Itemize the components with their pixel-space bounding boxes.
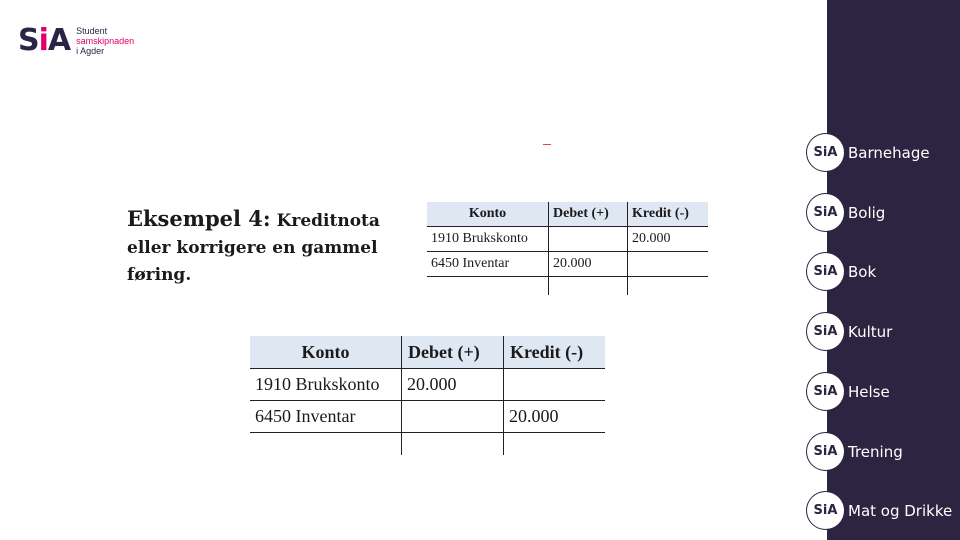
small-ledger-table [427,202,708,295]
slide-heading [127,205,427,289]
cell-konto: 6450 Inventar [427,252,549,277]
brand-label: Bok [848,262,877,281]
cell-empty [402,433,504,456]
brand-label: Barnehage [848,143,930,162]
cell-debet: 20.000 [549,252,628,277]
header-kredit: Kredit (-) [504,336,606,369]
heading-line-2: eller korrigere en gammel [127,238,378,258]
sia-badge-icon: SiA [807,194,844,231]
table-header-row [250,336,605,369]
table-row [250,369,605,401]
logo-text [76,26,134,56]
brand-label: Helse [848,382,890,401]
cell-kredit [504,369,606,401]
sia-badge-icon: SiA [807,313,844,350]
sia-badge-icon: SiA [807,253,844,290]
cell-kredit: 20.000 [504,401,606,433]
header-konto: Konto [427,202,549,227]
sia-logo [18,23,135,58]
cell-empty [427,277,549,296]
table-row [427,252,708,277]
logo-mark-a: A [47,23,71,58]
brand-label: Mat og Drikke [848,501,953,520]
heading-line-1 [127,205,427,235]
table-row [250,401,605,433]
heading-line-3: føring. [127,265,192,285]
cell-empty [628,277,709,296]
cell-debet: 20.000 [402,369,504,401]
logo-line-2: samskipnaden [76,36,135,46]
brand-label: Bolig [848,203,886,222]
red-dash-mark [543,144,551,145]
cell-konto: 1910 Brukskonto [250,369,402,401]
header-debet: Debet (+) [402,336,504,369]
header-kredit: Kredit (-) [628,202,709,227]
header-debet: Debet (+) [549,202,628,227]
brand-label: Trening [848,442,903,461]
cell-debet [402,401,504,433]
brand-barnehage[interactable] [807,134,930,171]
table-row-empty [250,433,605,456]
cell-empty [504,433,606,456]
table-header-row [427,202,708,227]
cell-konto: 1910 Brukskonto [427,227,549,252]
sia-badge-icon: SiA [807,134,844,171]
table-row [427,227,708,252]
brand-mat-og-drikke[interactable] [807,492,952,529]
large-ledger-table [250,336,605,455]
cell-empty [250,433,402,456]
brand-sidebar [813,0,960,540]
sia-badge-icon: SiA [807,373,844,410]
brand-kultur[interactable] [807,313,892,350]
cell-kredit: 20.000 [628,227,709,252]
brand-bok[interactable] [807,253,876,290]
logo-line-3: i Agder [76,46,105,56]
brand-label: Kultur [848,322,893,341]
cell-kredit [628,252,709,277]
brand-bolig[interactable] [807,194,885,231]
cell-konto: 6450 Inventar [250,401,402,433]
cell-empty [549,277,628,296]
brand-trening[interactable] [807,433,903,470]
heading-kreditnota: Kreditnota [270,211,380,231]
logo-mark-i: i [38,23,48,58]
logo-line-1: Student [76,26,108,36]
sia-badge-icon: SiA [807,433,844,470]
brand-helse[interactable] [807,373,890,410]
logo-mark-s: S [18,23,39,58]
table-row-empty [427,277,708,296]
cell-debet [549,227,628,252]
logo-mark [18,23,71,58]
heading-example-label: Eksempel 4: [127,206,271,231]
header-konto: Konto [250,336,402,369]
sia-badge-icon: SiA [807,492,844,529]
